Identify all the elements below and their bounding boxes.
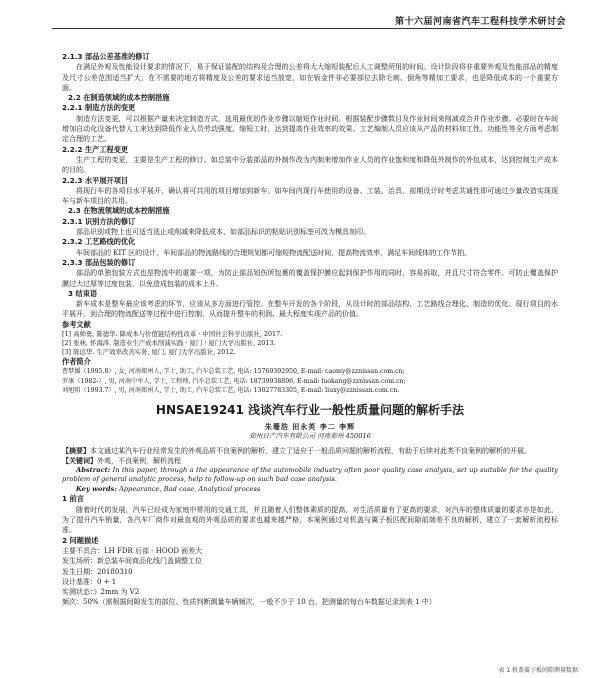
references-heading: 参考文献 bbox=[62, 319, 91, 329]
problem-field: 设计基准：0 + 1 bbox=[62, 577, 117, 586]
heading-2-2-2: 2.2.2 生产工程变更 bbox=[62, 144, 129, 154]
abstract-en-label: Abstract: bbox=[76, 465, 111, 474]
keywords-en-label: Key words: bbox=[76, 484, 117, 493]
author-bio-heading: 作者简介 bbox=[62, 357, 91, 367]
paragraph-2-3-2: 车间部品的 KIT 区的设计，车间部品的物流路线的合理规划都可缩短物流配送时间，提高物流效率，满足车间线体的工作节拍。 bbox=[76, 248, 472, 257]
header-rule bbox=[52, 28, 562, 29]
problem-field: 发生场所：新总装车间商品化线门盖调整工位 bbox=[62, 557, 202, 566]
preface-paragraph: 随着时代的发展，汽车已经成为家庭中常用的交通工具，并且随着人们整体素质的提高，对生活质量有了更高的要求，对汽车的整体质量的要求亦是如此，为了提升汽车销量，各汽车厂商作对最直观的外观品质的要求也越来越严格，本案例通过对机盖与翼子板匹配间隙前端差不良的解析，建立了一套解析流程标准。 bbox=[62, 505, 558, 535]
reference-item: [1] 高帅勇, 陈德华. 降成本与价值链结构性改革 · 中国社会科学出版社, 2017. bbox=[62, 330, 283, 339]
heading-2-2-3: 2.2.3 水平展开项目 bbox=[62, 175, 129, 185]
heading-2-1-3: 2.1.3 部品公差基准的修订 bbox=[62, 52, 150, 61]
reference-item: [3] 陈远华. 生产效率改善实务, 厦门, 厦门大学出版社, 2012. bbox=[62, 348, 236, 357]
paragraph-3: 新车成本是整车最应该考虑的环节，应该从多方面进行管控。在整车开发的各个阶段，从设计时的部品结构、工艺路线合理化、制造的优化、现行项目的水平展开，到合理的物流配送等过程中进行控制，从而提升整车的利润、最大程度实现产品的价值。 bbox=[62, 300, 558, 319]
article-affiliation: 郑州日产汽车有限公司 河南郑州 450016 bbox=[249, 432, 371, 441]
problem-field: 实测状态：》2mm 为 V2 bbox=[62, 588, 140, 597]
heading-2-3-3: 2.3.3 部品包装的修订 bbox=[62, 257, 136, 267]
paragraph-2-3-3: 部品的单独包装方式也是物流中的重要一项，为防止部品划伤所包裹的覆盖保护膜应起到保护作用的同时，容易拆取，并且尺寸符合零件。可防止覆盖保护膜过大过厚等过度包装，以免造成包装的成本上升。 bbox=[62, 269, 558, 288]
article-authors: 朱珊浩 田永英 李二 李辉 bbox=[264, 422, 356, 432]
problem-field: 发生日期：20180310 bbox=[62, 567, 133, 576]
problem-field: 主要不具合：LH FDR 后部 - HOOD 面差大 bbox=[62, 546, 203, 555]
paragraph-2-1-3: 在满足外观及性能设计要求的情况下，易于保证装配的结构及合理的公差将大大缩短装配后人工调整所用的时间。设计阶段将非重要外观及性能部品的精度及尺寸公差范围适当扩大，在不需要的地方将精度及公差的要求适当放宽，如在钣金件非必要部位去除毛刺、倒角等精加工要求，也是降低成本的一个重要方面。 bbox=[62, 63, 558, 92]
page-body bbox=[62, 52, 558, 608]
article-title: HNSAE19241 浅谈汽车行业一般性质量问题的解析手法 bbox=[155, 403, 465, 418]
heading-2-3: 2.3 在物流领域的成本控制措施 bbox=[68, 206, 170, 216]
heading-2-2-1: 2.2.1 制造方法的变更 bbox=[62, 103, 136, 113]
heading-2-3-1: 2.3.1 识别方法的修订 bbox=[62, 216, 136, 226]
problem-field: 频次：50%（需根据间隙发生的部位、性质判断测量车辆频次，一般不少于 10 台，把测量的每台车数据记录到表 1 中） bbox=[62, 598, 436, 607]
author-bio-item: 曹梦媛（1995.8）, 女, 河南郑州人, 学士, 助工, 汽车总装工艺, 电话: 15769392950, E-mail: caomy@zznissan.com.cn; bbox=[62, 368, 405, 376]
abstract-cn bbox=[62, 446, 558, 456]
abstract-label: 【摘要】 bbox=[62, 445, 90, 455]
heading-2-2: 2.2 在制造领域的成本控制措施 bbox=[68, 93, 170, 103]
keywords-text: 外观，不良案例，解析流程 bbox=[97, 456, 181, 465]
reference-item: [2] 张林, 怀海涛. 制造业生产成本削减实践 · 厦门 · 厦门大学出版社, 2013. bbox=[62, 339, 276, 348]
abstract-text: 本文通过某汽车行业经常发生的外观品质不良案例的解析，建立了适应于一般品质问题的解析流程，有助于后续对此类不良案例的解析的开展。 bbox=[90, 446, 531, 455]
preface-heading: 1 前言 bbox=[62, 494, 84, 504]
author-bio-item: 刘旭阳（1993.7）, 男, 河南郑州人, 学士, 助工, 汽车总装工艺, 电话: 13027783305, E-mail: liuxy@zznissan.com.cn. bbox=[62, 386, 400, 394]
paragraph-2-2-1: 制造方法变更，可以根据产量来决定制造方式，选用最优的作业步骤以缩短作业时间。根据装配步骤数目及作业时间来削减或合并作业步骤。必要时在车间增加自动化设备代替人工来达到降低作业人员劳动强度、缩短工时，达到提高作业效率的效果。工艺编制人员应该从产品的材料加工性、功能性等全方面考虑制定合理的工艺。 bbox=[62, 114, 558, 144]
abstract-en bbox=[62, 466, 558, 485]
paragraph-2-2-3: 将现行车的各项目水平展开，确认将可共用的项目增加到新车。如车间内现行车使用的设备、工装、治具，前期设计时考虑共通性即可通过少量改造实现现车与新车项目的共用。 bbox=[62, 186, 558, 206]
abstract-en-text: In this paper, through a the appearance of the automobile industry often poor quality case analysis, set up suitable for the quality problem of general analytic process, help to follow-up on such bad case analysis. bbox=[62, 465, 558, 484]
keywords-en-text: Appearance, Bad case, Analytical process bbox=[118, 484, 261, 493]
heading-3: 3 结束语 bbox=[68, 288, 98, 298]
keywords-label: 【关键词】 bbox=[62, 455, 97, 465]
table-caption: 表 1 机盖翼子板间隙测量数据 bbox=[498, 667, 578, 674]
problem-heading: 2 问题描述 bbox=[62, 535, 99, 545]
paragraph-2-2-2: 生产工程的变更，主要是生产工程的修订。如总装中分装部品的外制作改为内制来增加作业人员的作业饱和度和降低外制作的外包成本，达到控制生产成本的目的。 bbox=[62, 155, 558, 175]
author-bio-item: 罗康（1982-）, 男, 河南中牟人, 学士, 工程师, 汽车总装工艺, 电话: 18739938896, E-mail: luokang@zznissan.com.cn; bbox=[62, 377, 406, 385]
keywords-cn bbox=[62, 456, 558, 466]
heading-2-3-2: 2.3.2 工艺路线的优化 bbox=[62, 237, 136, 247]
keywords-en bbox=[62, 485, 558, 495]
running-header: 第十六届河南省汽车工程科技学术研讨会 bbox=[394, 17, 566, 27]
paragraph-2-3-1: 部品识别或物上也可适当选止或削减来降低成本，如部品标识的粘贴识别标签可改为模具刻印。 bbox=[76, 228, 370, 237]
